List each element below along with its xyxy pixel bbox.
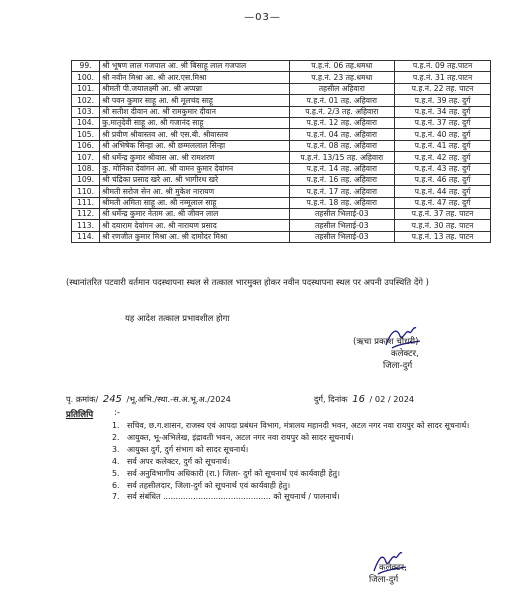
date-line [314,394,414,405]
row-name: श्री धर्मेन्द्र कुमार नेताम आ. श्री जीवन लाल [100,209,289,220]
row-to-place: प.ह.नं. 31 तह.पाटन [395,72,491,83]
row-name: श्रीमती पी.जयालक्ष्मी आ. श्री अप्पन्ना [100,83,289,94]
date-label: दुर्ग, दिनांक [314,394,348,404]
date-day: 16 [352,394,365,405]
row-to-place: प.ह.नं. 47 तह. दुर्ग [395,197,491,208]
copy-list [112,420,492,503]
row-serial: 105. [72,129,100,140]
row-from-place: तहसील भिलाई-03 [289,231,395,242]
table-row [72,174,491,185]
table-row [72,83,491,94]
row-to-place: प.ह.नं. 40 तह. दुर्ग [395,129,491,140]
row-name: श्री अभिषेक सिन्हा आ. श्री छम्मललाल सिन्हा [100,140,289,151]
list-item-text: आयुक्त, भू-अभिलेख, इंद्रावती भवन, अटल नगर नवा रायपुर को सादर सूचनार्थ। [127,432,354,442]
row-from-place: तहसील भिलाई-03 [289,220,395,231]
row-name: श्री भूषण लाल गजपाल आ. श्री बिसाहू लाल गजपाल [100,61,289,72]
row-serial: 106. [72,140,100,151]
list-item-text: आयुक्त दुर्ग, दुर्ग संभाग को सादर सूचनार्थ। [127,444,249,454]
copy-heading-dash: :- [114,408,120,418]
order-effective-text: यह आदेश तत्काल प्रभावशील होगा [125,313,230,323]
row-from-place: प.ह.नं. 01 तह. अहिवारा [289,95,395,106]
table-row [72,106,491,117]
row-name: श्री नवीन मिश्रा आ. श्री आर.एस.मिश्रा [100,72,289,83]
list-item-text: सर्व तहसीलदार, जिला-दुर्ग को सूचनार्थ एवं कार्यवाही हेतु। [127,480,291,490]
table-row [72,152,491,163]
list-item [112,420,492,432]
list-item-text: सर्व अपर कलेक्टर, दुर्ग को सूचनार्थ। [127,456,230,466]
row-name: श्री प्रवीण श्रीवास्तव आ. श्री एस.बी. श्रीवास्तव [100,129,289,140]
row-to-place: प.ह.नं. 09 तह.पाटन [395,61,491,72]
row-serial: 113. [72,220,100,231]
row-to-place: प.ह.नं. 44 तह. दुर्ग [395,186,491,197]
list-item-number: 7. [112,492,120,502]
list-item [112,444,492,456]
table-row [72,220,491,231]
list-item-number: 3. [112,444,120,454]
row-from-place: प.ह.नं. 18 तह. अहिवारा [289,197,395,208]
row-serial: 99. [72,61,100,72]
row-to-place: प.ह.नं. 22 तह. पाटन [395,83,491,94]
transfer-note: (स्थानांतरित पटवारी वर्तमान पदस्थापना स्थल से तत्काल भारमुक्त होकर नवीन पदस्थापना स्थल पर अपनी उपस्थिति देंगे ) [66,277,429,287]
row-from-place: तहसील भिलाई-03 [289,209,395,220]
final-signatory-block [365,562,407,586]
table-row [72,117,491,128]
row-to-place: प.ह.नं. 39 तह. दुर्ग [395,95,491,106]
row-name: कु.मातृदेवी साहू आ. श्री गजानंद साहू [100,117,289,128]
row-to-place: प.ह.नं. 42 तह. दुर्ग [395,152,491,163]
row-name: श्री रणजीत कुमार मिश्रा आ. श्री दामोदर मिश्रा [100,231,289,242]
list-item-number: 6. [112,480,120,490]
row-from-place: प.ह.नं. 23 तह.धमधा [289,72,395,83]
row-from-place: प.ह.नं. 2/3 तह. अहिवारा [289,106,395,117]
final-district: जिला-दुर्ग [369,575,399,585]
list-item [112,456,492,468]
list-item-text: सचिव, छ.ग.शासन, राजस्व एवं आपदा प्रबंधन विभाग, मंत्रालय महानदी भवन, अटल नगर नवा रायपुर को सादर सूचनार्थ। [127,421,470,430]
list-item [112,468,492,480]
row-serial: 100. [72,72,100,83]
row-serial: 114. [72,231,100,242]
row-from-place: तहसील अहिवारा [289,83,395,94]
row-name: कु. मोनिका देवांगन आ. श्री वामन कुमार देवांगन [100,163,289,174]
row-from-place: प.ह.नं. 08 तह. अहिवारा [289,140,395,151]
list-item [112,480,492,492]
row-from-place: प.ह.नं. 06 तह.धमधा [289,61,395,72]
row-to-place: प.ह.नं. 43 तह. दुर्ग [395,163,491,174]
table-row [72,186,491,197]
row-to-place: प.ह.नं. 46 तह. दुर्ग [395,174,491,185]
row-name: श्रीमती सरोज सेन आ. श्री मुकेश नारायण [100,186,289,197]
row-name: श्री धर्मेन्द्र कुमार श्रीवास आ. श्री रामशरण [100,152,289,163]
row-to-place: प.ह.नं. 34 तह. दुर्ग [395,106,491,117]
date-month-year: / 02 / 2024 [369,394,415,404]
row-serial: 104. [72,117,100,128]
signatory-block [353,336,419,372]
row-serial: 110. [72,186,100,197]
reference-number: 245 [102,394,122,405]
table-row [72,197,491,208]
table-row [72,163,491,174]
row-to-place: प.ह.नं. 30 तह. पाटन [395,220,491,231]
reference-line [66,394,231,405]
row-name: श्री सतीश दीवान आ. श्री रामकुमार दीवान [100,106,289,117]
row-serial: 102. [72,95,100,106]
row-to-place: प.ह.नं. 37 तह. दुर्ग [395,117,491,128]
table-row [72,72,491,83]
table-row [72,61,491,72]
list-item-number: 5. [112,468,120,478]
row-from-place: प.ह.नं. 14 तह. अहिवारा [289,163,395,174]
row-to-place: प.ह.नं. 37 तह. पाटन [395,209,491,220]
table-row [72,129,491,140]
row-to-place: प.ह.नं. 13 तह. पाटन [395,231,491,242]
row-from-place: प.ह.नं. 16 तह. अहिवारा [289,174,395,185]
signatory-district: जिला-दुर्ग [383,361,413,371]
signatory-designation: कलेक्टर, [391,349,419,359]
list-item-text: सर्व संबंधित ........................................... को सूचनार्थ / पालनार्थ। [127,492,340,502]
reference-prefix: पृ. क्रमांक/ [66,394,99,404]
row-from-place: प.ह.नं. 13/15 तह. अहिवारा [289,152,395,163]
row-name: श्री दयाराम देवांगन आ. श्री नारायण प्रसाद [100,220,289,231]
table-row [72,209,491,220]
row-to-place: प.ह.नं. 41 तह. दुर्ग [395,140,491,151]
list-item-number: 4. [112,456,120,466]
signatory-name: (ऋचा प्रकाश चौधरी) [353,337,419,347]
row-from-place: प.ह.नं. 17 तह. अहिवारा [289,186,395,197]
copy-heading: प्रतिलिपि [66,410,94,420]
transfer-table [71,60,491,243]
table-row [72,231,491,242]
row-name: श्री चंद्रिका प्रसाद खरे आ. श्री भागीरथ खरे [100,174,289,185]
table-row [72,140,491,151]
row-serial: 109. [72,174,100,185]
row-name: श्रीमती अमिता साहू आ. श्री नम्मूलाल साहू [100,197,289,208]
row-serial: 108. [72,163,100,174]
list-item-number: 2. [112,432,120,442]
list-item [112,491,492,503]
row-from-place: प.ह.नं. 04 तह. अहिवारा [289,129,395,140]
row-serial: 101. [72,83,100,94]
table-row [72,95,491,106]
row-serial: 107. [72,152,100,163]
row-serial: 112. [72,209,100,220]
list-item [112,432,492,444]
list-item-text: सर्व अनुविभागीय अधिकारी (रा.) जिला- दुर्ग को सूचनार्थ एवं कार्यवाही हेतु। [127,468,340,478]
row-name: श्री पवन कुमार साहू आ. श्री मूलचंद साहू [100,95,289,106]
page-number: —03— [244,12,281,23]
row-serial: 111. [72,197,100,208]
row-serial: 103. [72,106,100,117]
reference-suffix: /भू.अभि./स्था.-स.अ.भू.अ./2024 [126,394,231,404]
row-from-place: प.ह.नं. 12 तह. अहिवारा [289,117,395,128]
list-item-number: 1. [112,421,120,430]
final-designation: कलेक्टर, [379,563,407,573]
